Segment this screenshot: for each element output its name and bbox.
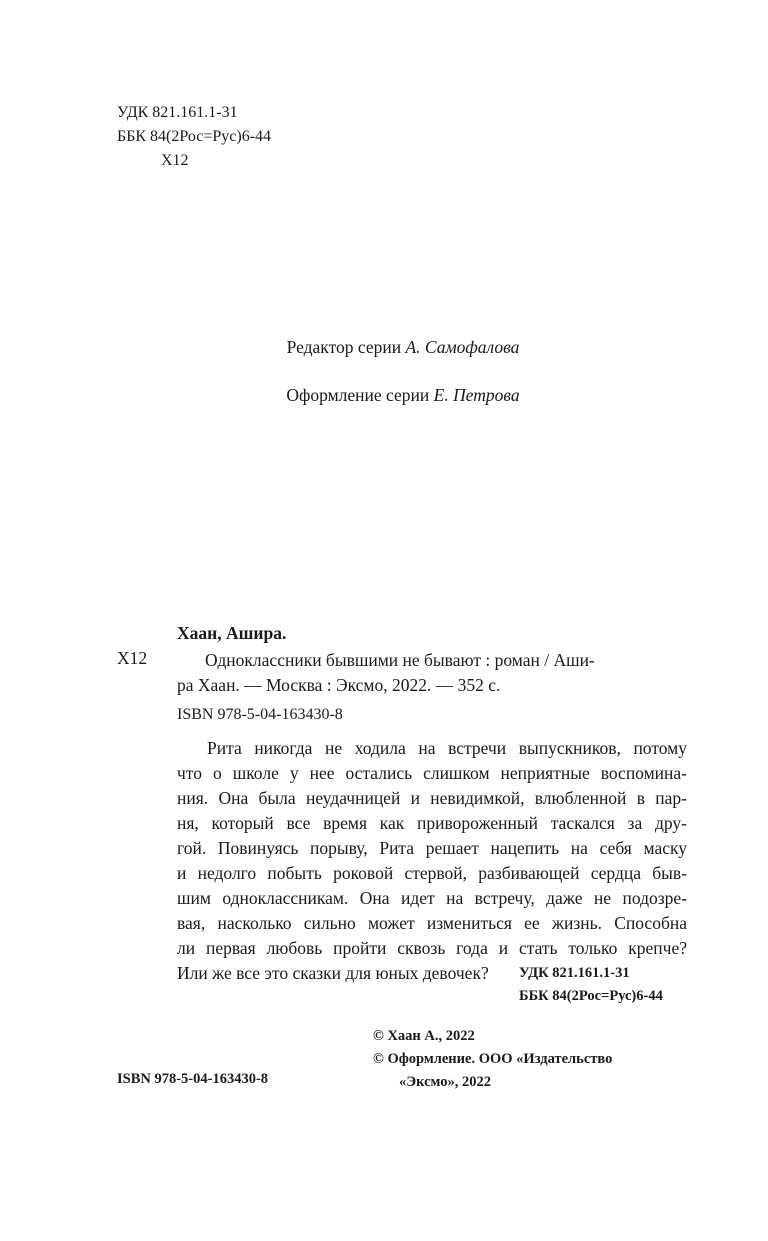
catalog-title-line-2: ра Хаан. — Москва : Эксмо, 2022. — 352 с. — [177, 675, 501, 695]
bottom-bbk-code: ББК 84(2Рос=Рус)6-44 — [519, 988, 663, 1004]
copyright-design: © Оформление. ООО «Издательство — [373, 1051, 613, 1067]
editor-label: Редактор серии — [286, 337, 402, 357]
annotation-line: вая, насколько сильно может измениться ее жизнь. Способна — [177, 913, 687, 933]
catalog-author: Хаан, Ашира. — [177, 623, 287, 643]
copyright-design-cont: «Эксмо», 2022 — [399, 1074, 491, 1090]
bottom-classification-codes — [519, 962, 663, 1008]
copyright-author: © Хаан А., 2022 — [373, 1028, 475, 1044]
series-design-credit — [0, 385, 768, 406]
annotation-line: шим одноклассникам. Она идет на встречу, даже не подозре- — [177, 888, 687, 908]
bottom-udk-code: УДК 821.161.1-31 — [519, 965, 630, 981]
udk-code: УДК 821.161.1-31 — [117, 104, 238, 121]
annotation-line: ния. Она была неудачницей и невидимкой, влюбленной в пар- — [177, 788, 687, 808]
annotation-line: Рита никогда не ходила на встречи выпускников, потому — [207, 738, 687, 758]
annotation-line: ли первая любовь пройти сквозь года и стать только крепче? — [177, 938, 687, 958]
annotation-line: Или же все это сказки для юных девочек? — [177, 963, 489, 983]
catalog-title-line-1: Одноклассники бывшими не бывают : роман / Аши- — [205, 650, 595, 670]
annotation-line: ня, который все время как привороженный таскался за дру- — [177, 813, 687, 833]
design-name: Е. Петрова — [433, 385, 520, 405]
classification-codes — [117, 101, 271, 173]
annotation-line: и недолго побыть роковой стервой, разбивающей сердца быв- — [177, 863, 687, 883]
isbn-bottom: ISBN 978-5-04-163430-8 — [117, 1071, 269, 1087]
author-mark: Х12 — [161, 152, 189, 169]
catalog-author-mark: Х12 — [117, 648, 148, 668]
annotation-line: что о школе у нее остались слишком неприятные воспомина- — [177, 763, 687, 783]
bbk-code: ББК 84(2Рос=Рус)6-44 — [117, 128, 272, 145]
catalog-isbn: ISBN 978-5-04-163430-8 — [177, 706, 343, 723]
design-label: Оформление серии — [286, 385, 430, 405]
annotation-line: гой. Повинуясь порыву, Рита решает нацепить на себя маску — [177, 838, 687, 858]
book-annotation — [177, 736, 687, 986]
copyright-notice — [373, 1025, 612, 1094]
editor-name: А. Самофалова — [405, 337, 520, 357]
series-editor-credit — [0, 337, 768, 358]
